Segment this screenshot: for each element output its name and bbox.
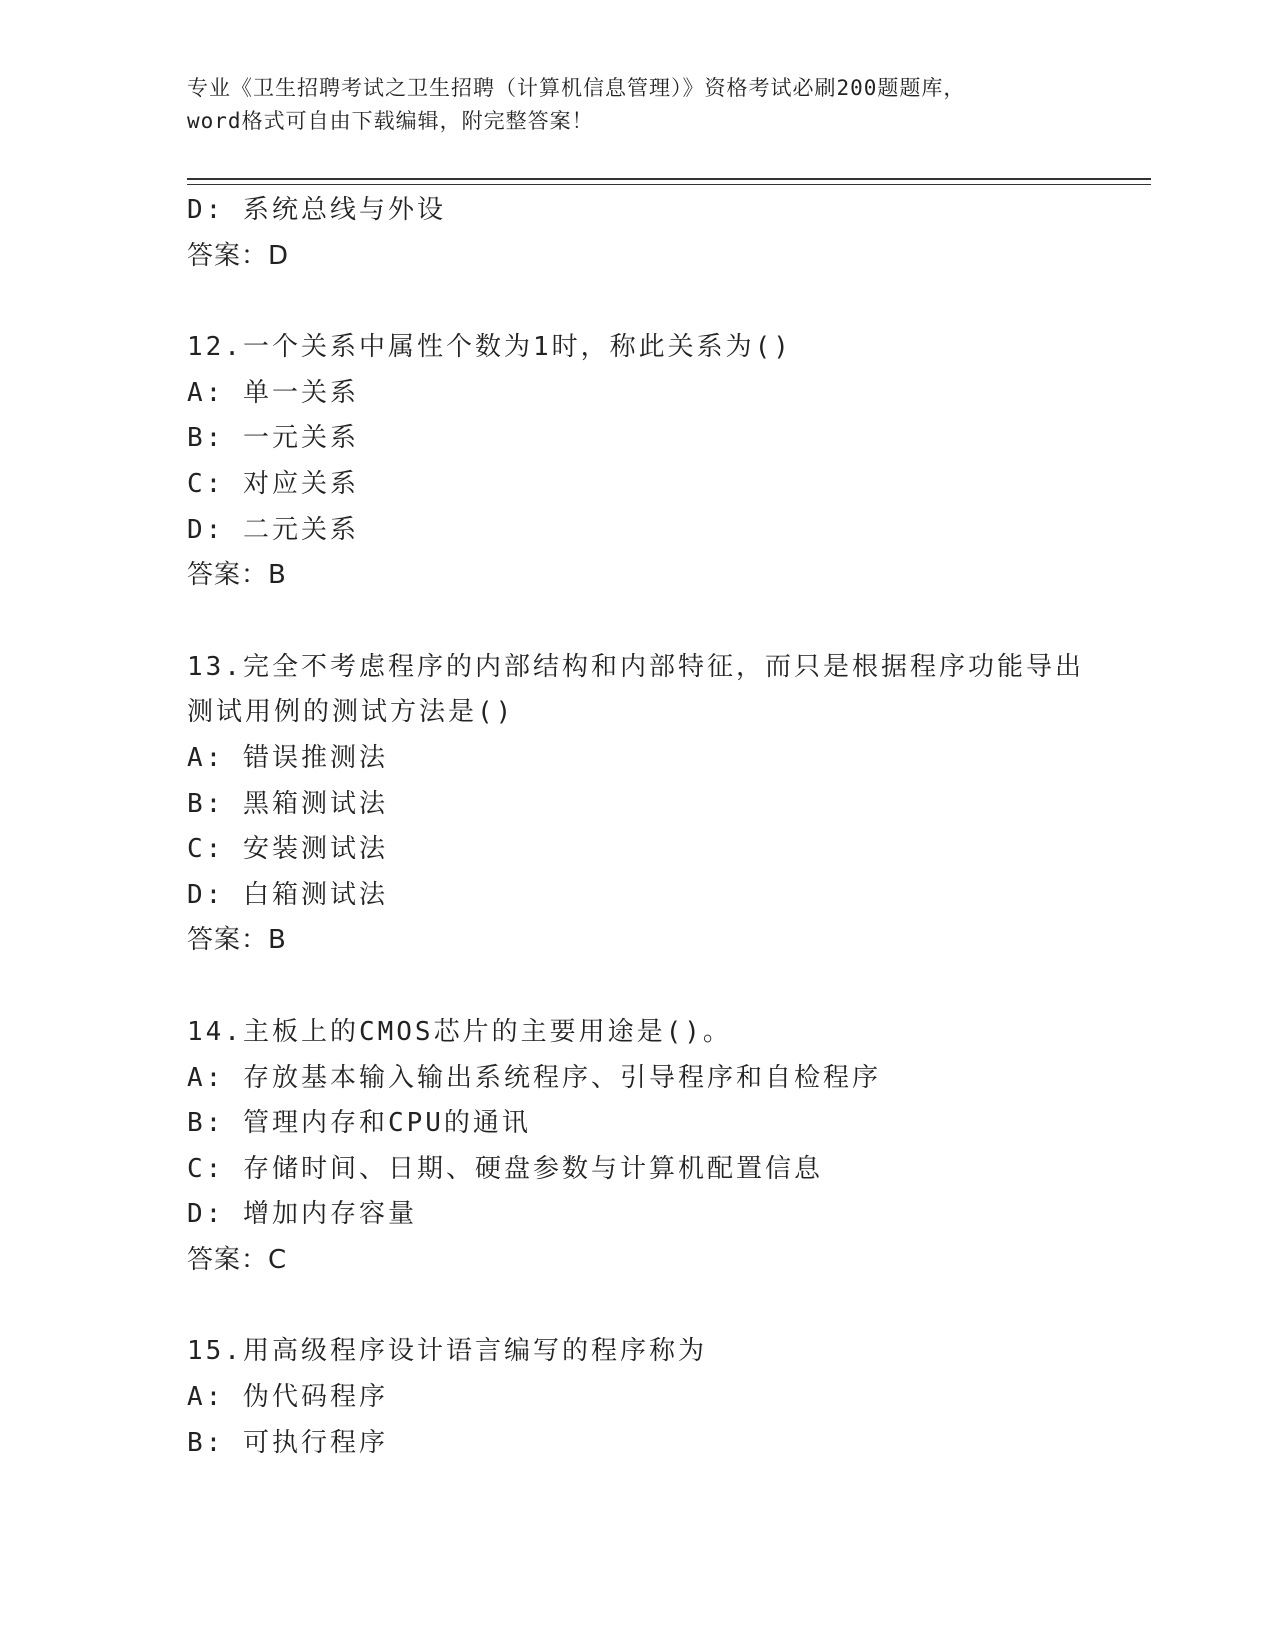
option-c: C: 存储时间、日期、硬盘参数与计算机配置信息: [187, 1153, 823, 1184]
option-a: A: 伪代码程序: [187, 1382, 388, 1413]
document-header: [187, 72, 1087, 138]
answer: 答案：B: [187, 925, 287, 956]
question-12: [187, 325, 1087, 599]
question-stem: 14.主板上的CMOS芯片的主要用途是()。: [187, 1016, 732, 1047]
option-d: D: 增加内存容量: [187, 1199, 417, 1230]
question-stem-line-2: 测试用例的测试方法是(): [187, 697, 515, 728]
option-a: A: 存放基本输入输出系统程序、引导程序和自检程序: [187, 1062, 881, 1093]
question-stem: 12.一个关系中属性个数为1时，称此关系为(): [187, 332, 792, 363]
option-b: B: 黑箱测试法: [187, 788, 388, 819]
question-14: [187, 1010, 1087, 1284]
header-line-2: word格式可自由下载编辑，附完整答案！: [187, 109, 594, 133]
question-11-tail: [187, 188, 1087, 279]
option-b: B: 一元关系: [187, 423, 359, 454]
option-d: D: 白箱测试法: [187, 879, 388, 910]
answer: 答案：C: [187, 1244, 288, 1275]
option-c: C: 安装测试法: [187, 834, 388, 865]
option-a: A: 单一关系: [187, 377, 359, 408]
header-rule-thin: [187, 184, 1151, 185]
question-stem-line-1: 13.完全不考虑程序的内部结构和内部特征，而只是根据程序功能导出: [187, 651, 1084, 682]
answer: 答案：B: [187, 560, 287, 591]
question-13: [187, 645, 1087, 964]
header-line-1: 专业《卫生招聘考试之卫生招聘（计算机信息管理）》资格考试必刷200题题库，: [187, 76, 966, 100]
header-rule-thick: [187, 178, 1151, 180]
option-d: D: 系统总线与外设: [187, 195, 446, 225]
option-b: B: 可执行程序: [187, 1427, 388, 1458]
option-c: C: 对应关系: [187, 468, 359, 499]
option-d: D: 二元关系: [187, 514, 359, 545]
question-stem: 15.用高级程序设计语言编写的程序称为: [187, 1336, 707, 1367]
option-a: A: 错误推测法: [187, 742, 388, 773]
question-15: [187, 1329, 1087, 1466]
question-list: [187, 188, 1087, 1466]
answer: 答案：D: [187, 240, 290, 271]
option-b: B: 管理内存和CPU的通讯: [187, 1108, 531, 1139]
